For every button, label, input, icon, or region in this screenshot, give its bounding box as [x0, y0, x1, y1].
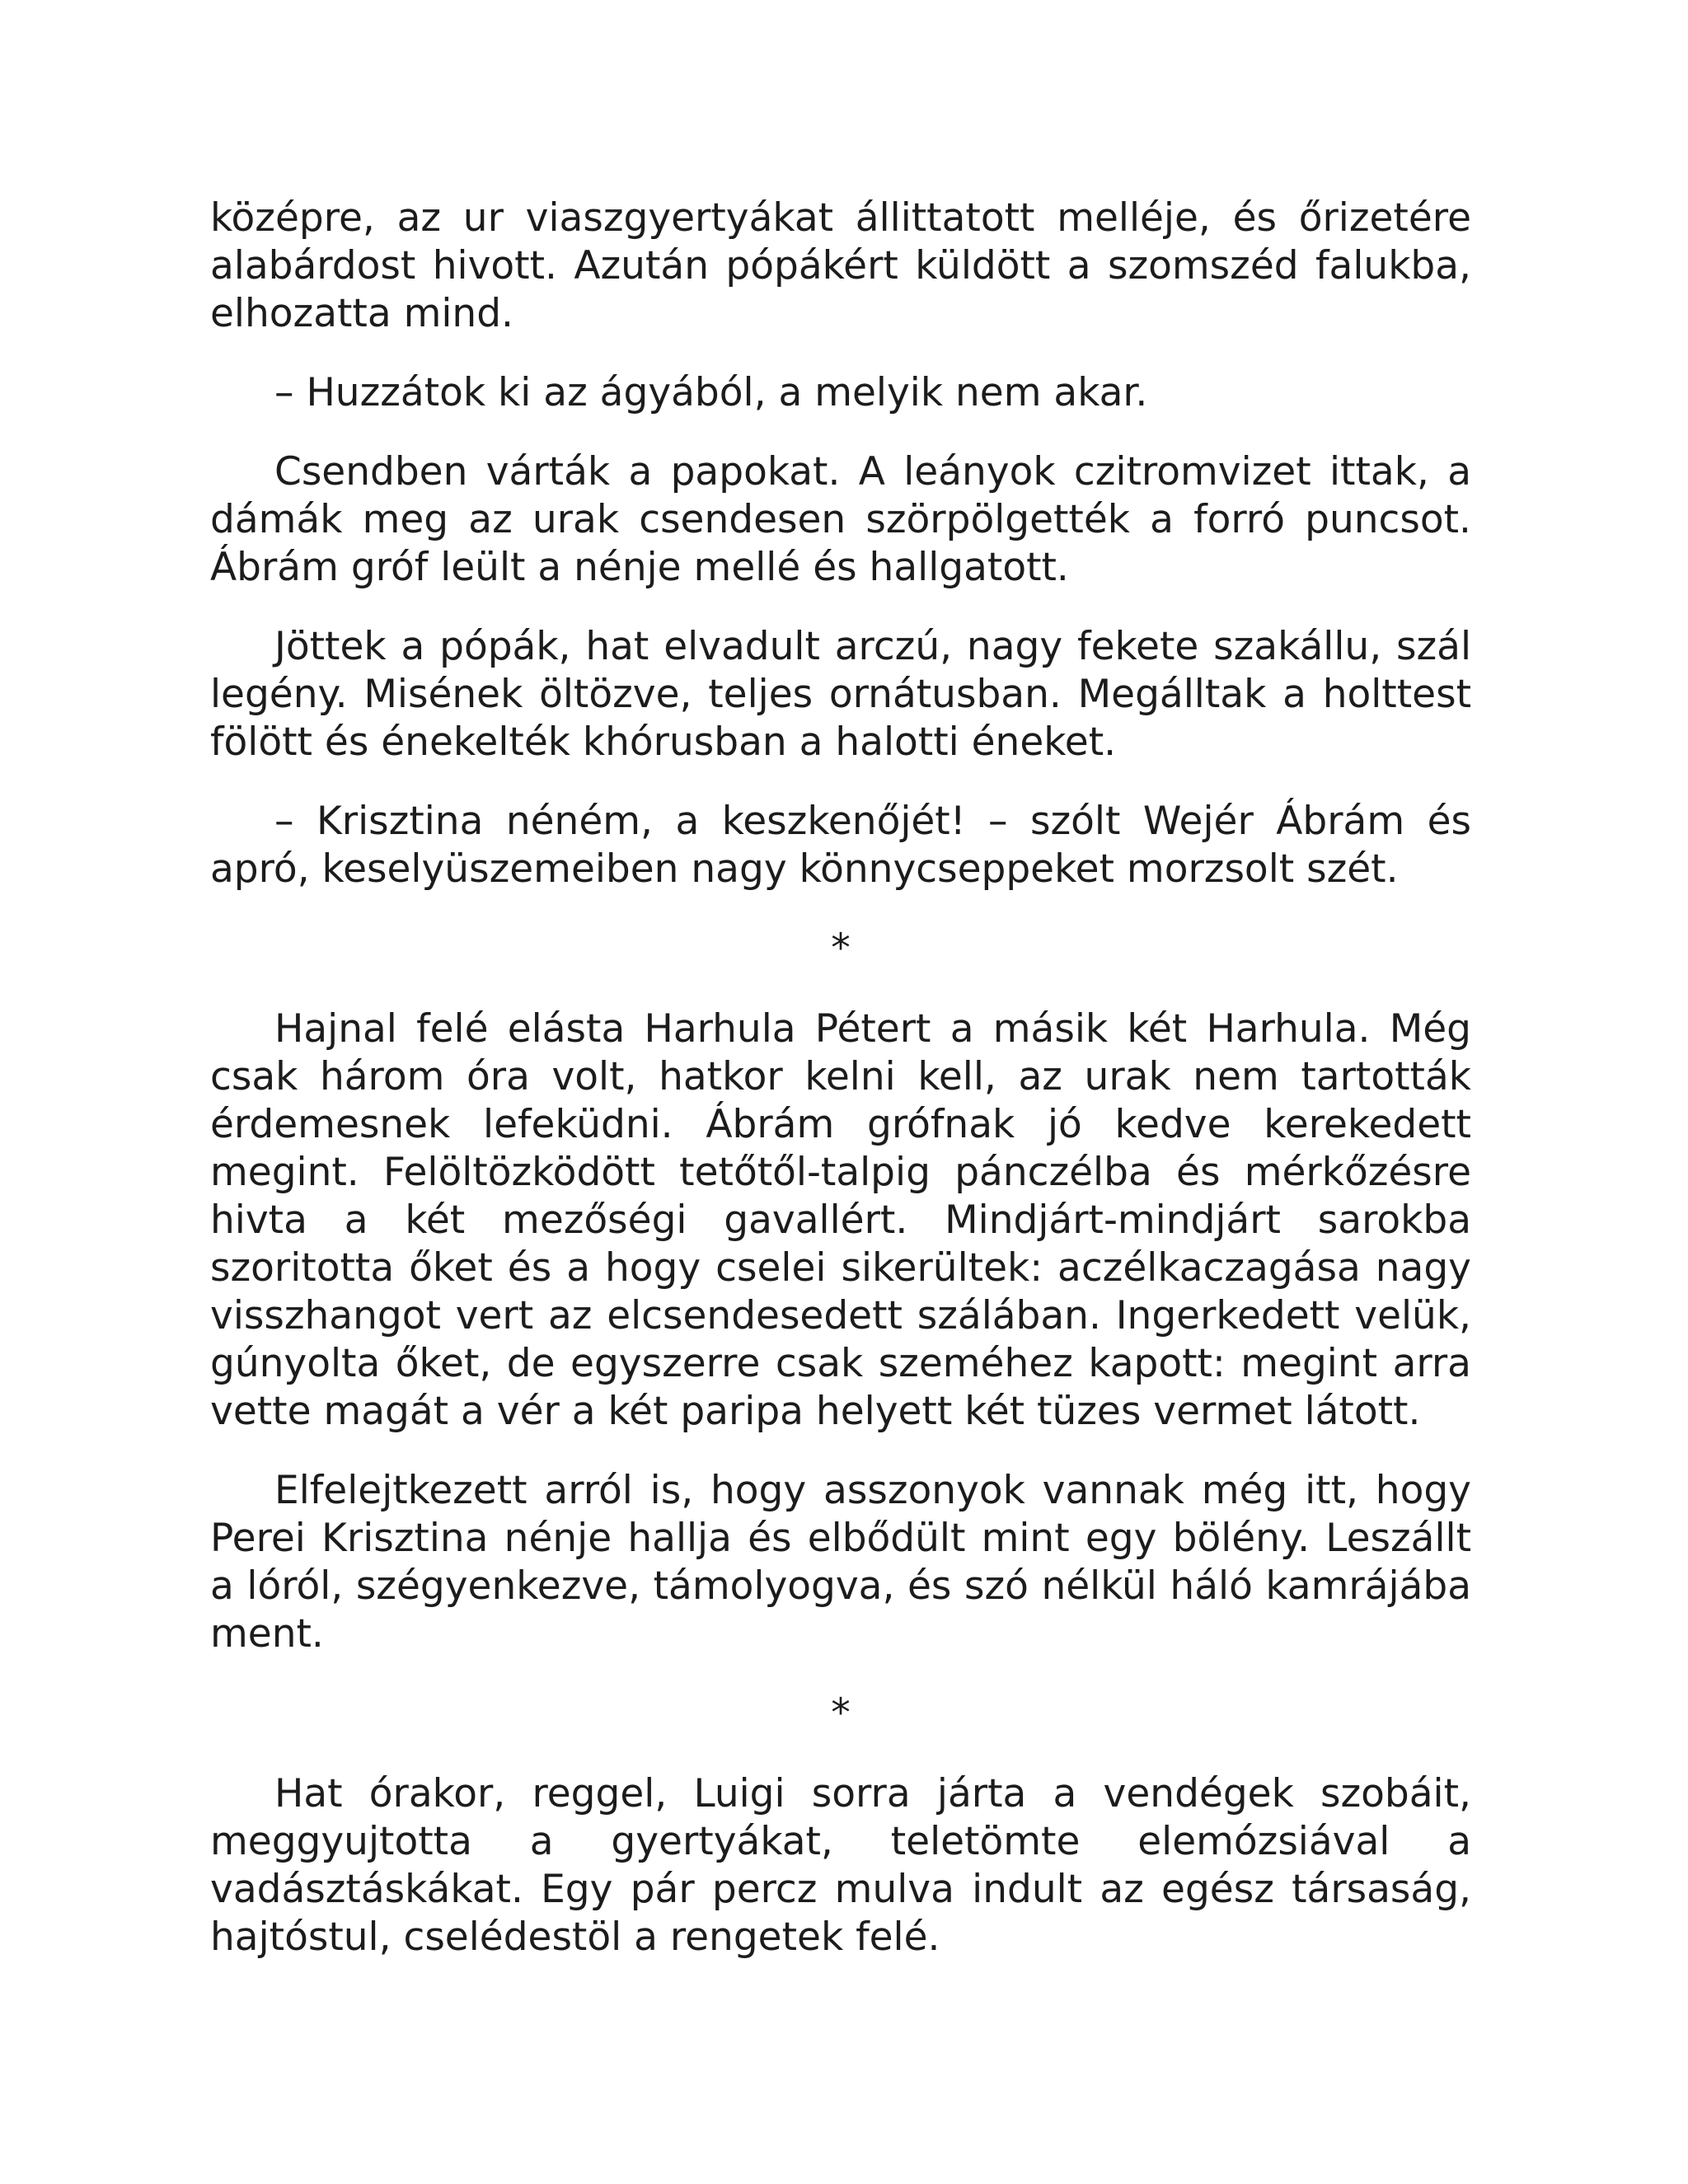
dialogue-paragraph: – Huzzátok ki az ágyából, a melyik nem akar.: [274, 370, 1148, 415]
section-separator: *: [831, 926, 851, 971]
paragraph: Hajnal felé elásta Harhula Pétert a másik két Harhula. Még csak három óra volt, hatkor kelni kell, az urak nem tartották érdemesnek lefeküdni. Ábrám grófnak jó kedve kerekedett megint. Felöltözködött tetőtől-talpig pánczélba és mérkőzésre hivta a két mezőségi gavallért. Mindjárt-mindjárt sarokba szoritotta őket és a hogy cselei sikerültek: aczélkaczagása nagy visszhangot vert az elcsendesedett szálában. Ingerkedett velük, gúnyolta őket, de egyszerre csak szeméhez kapott: megint arra vette magát a vér a két paripa helyett két tüzes vermet látott.: [210, 1006, 1471, 1434]
paragraph: Csendben várták a papokat. A leányok czitromvizet ittak, a dámák meg az urak csendesen szörpölgették a forró puncsot. Ábrám gróf leült a nénje mellé és hallgatott.: [210, 449, 1471, 590]
document-page: [210, 194, 1471, 1993]
paragraph: középre, az ur viaszgyertyákat állittatott melléje, és őrizetére alabárdost hivott. Azután pópákért küldött a szomszéd falukba, elhozatta mind.: [210, 195, 1471, 336]
dialogue-paragraph: – Krisztina néném, a keszkenőjét! – szólt Wejér Ábrám és apró, keselyüszemeiben nagy könnycseppeket morzsolt szét.: [210, 799, 1471, 892]
paragraph: Hat órakor, reggel, Luigi sorra járta a vendégek szobáit, meggyujtotta a gyertyákat, teletömte elemózsiával a vadásztáskákat. Egy pár percz mulva indult az egész társaság, hajtóstul, cselédestöl a rengetek felé.: [210, 1771, 1471, 1960]
paragraph: Elfelejtkezett arról is, hogy asszonyok vannak még itt, hogy Perei Krisztina nénje hallja és elbődült mint egy bölény. Leszállt a lóról, szégyenkezve, támolyogva, és szó nélkül háló kamrájába ment.: [210, 1468, 1471, 1657]
paragraph: Jöttek a pópák, hat elvadult arczú, nagy fekete szakállu, szál legény. Misének öltözve, teljes ornátusban. Megálltak a holttest fölött és énekelték khórusban a halotti éneket.: [210, 624, 1471, 765]
section-separator: *: [831, 1690, 851, 1736]
